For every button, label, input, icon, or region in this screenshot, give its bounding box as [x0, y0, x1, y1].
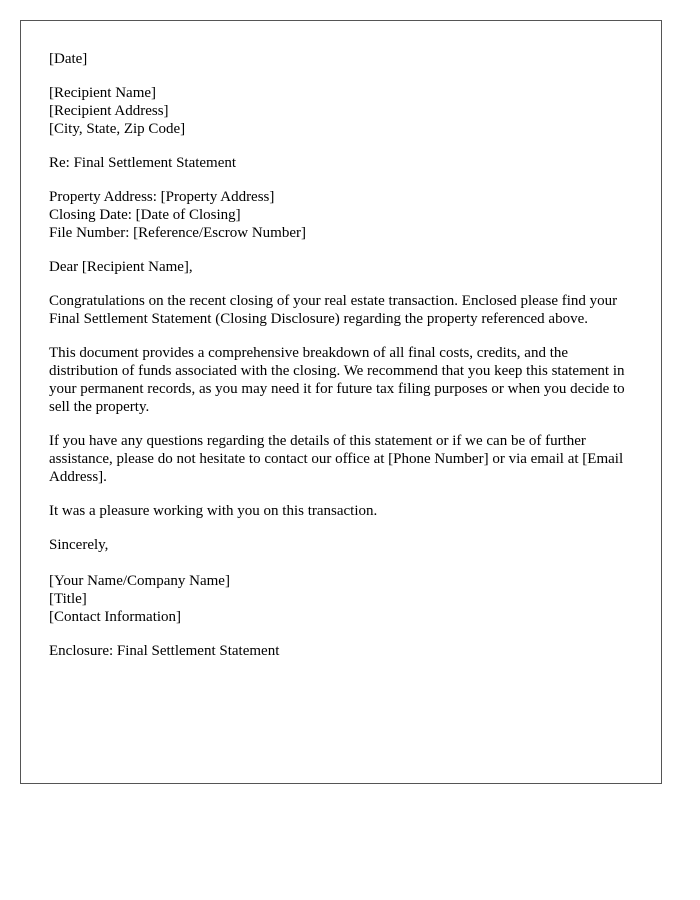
signature-block: [49, 572, 632, 626]
signature-title: [Title]: [49, 591, 87, 607]
closing-date: Closing Date: [Date of Closing]: [49, 207, 241, 223]
signature-contact: [Contact Information]: [49, 609, 182, 625]
details-block: [49, 188, 632, 242]
recipient-block: [49, 84, 632, 138]
body-paragraph: It was a pleasure working with you on this transaction.: [49, 503, 378, 519]
subject-line: Re: Final Settlement Statement: [49, 155, 237, 171]
body-paragraph: If you have any questions regarding the details of this statement or if we can be of further assistance, please do not hesitate to contact our office at [Phone Number] or via email at [Email Address].: [49, 433, 624, 485]
salutation: Dear [Recipient Name],: [49, 259, 193, 275]
recipient-address: [Recipient Address]: [49, 103, 169, 119]
property-address: Property Address: [Property Address]: [49, 189, 275, 205]
letter-page: [20, 20, 662, 784]
date-line: [Date]: [49, 51, 88, 67]
recipient-city: [City, State, Zip Code]: [49, 121, 186, 137]
signature-name: [Your Name/Company Name]: [49, 573, 230, 589]
body-paragraph: Congratulations on the recent closing of your real estate transaction. Enclosed please find your Final Settlement Statement (Closing Disclosure) regarding the property referenced above.: [49, 293, 618, 327]
file-number: File Number: [Reference/Escrow Number]: [49, 225, 306, 241]
closing: Sincerely,: [49, 537, 109, 553]
enclosure-line: Enclosure: Final Settlement Statement: [49, 643, 280, 659]
body-paragraph: This document provides a comprehensive breakdown of all final costs, credits, and the distribution of funds associated with the closing. We recommend that you keep this statement in your permanent records, as you may need it for future tax filing purposes or when you decide to sell the property.: [49, 345, 625, 415]
recipient-name: [Recipient Name]: [49, 85, 157, 101]
